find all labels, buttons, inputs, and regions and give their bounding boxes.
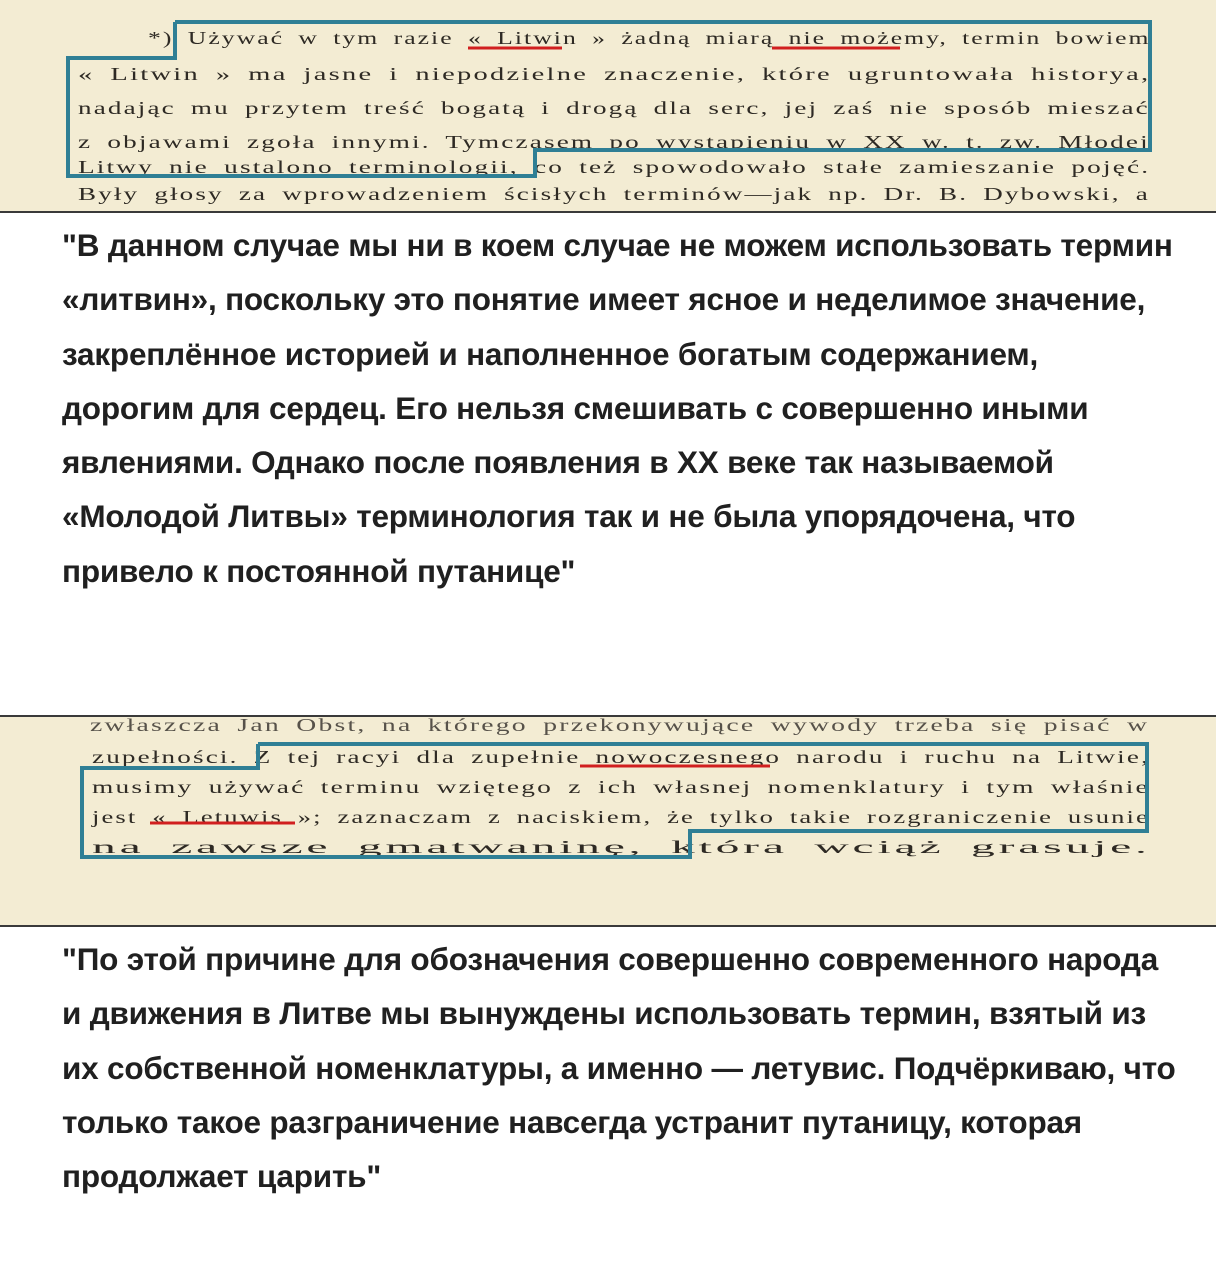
translation-1: "В данном случае мы ни в коем случае не можем использовать термин «литвин», поскольку это понятие имеет ясное и неделимое значение, закреплённое историей и наполненное богатым содержанием, дорогим для сердец. Его нельзя смешивать с совершенно иными явлениями. Однако после появления в XX веке так называемой «Молодой Литвы» терминология так и не была упорядочена, что привело к постоянной путанице" — [0, 218, 1216, 711]
highlight-overlay — [0, 717, 1216, 925]
scan-line: « Litwin » ma jasne i niepodzielne znaczenie, które ugruntowała historya, — [78, 64, 1151, 84]
scan-line: Litwy nie ustalono terminologii, co też spowodowało stałe zamieszanie pojęć. — [78, 157, 1151, 177]
scan-line: z objawami zgoła innymi. Tymczasem po wystąpieniu w XX w. t. zw. Młodej — [78, 132, 1150, 152]
divider — [0, 211, 1216, 213]
scan-line: zwłaszcza Jan Obst, na którego przekonywujące wywody trzeba się pisać w — [90, 717, 1150, 735]
scan-line: nadając mu przytem treść bogatą i drogą dla serc, jej zaś nie sposób mieszać — [78, 98, 1150, 118]
divider — [0, 925, 1216, 927]
scan-excerpt-1 — [0, 0, 1216, 211]
scan-line: *) Używać w tym razie « Litwin » żadną miarą nie możemy, termin bowiem — [148, 28, 1151, 48]
highlight-overlay — [0, 0, 1216, 211]
scan-line: Były głosy za wprowadzeniem ścisłych terminów—jak np. Dr. B. Dybowski, a — [78, 184, 1150, 204]
scan-line: na zawsze gmatwaninę, która wciąż grasuje. — [92, 837, 1151, 857]
translation-2: "По этой причине для обозначения совершенно современного народа и движения в Литве мы вынуждены использовать термин, взятый из их собственной номенклатуры, а именно — летувис. Подчёркиваю, что только такое разграничение навсегда устранит путаницу, которая продолжает царить" — [0, 932, 1216, 1280]
highlight-frame — [68, 22, 1150, 176]
highlight-frame — [82, 744, 1147, 857]
scan-excerpt-2 — [0, 717, 1216, 925]
scan-line: zupełności. Z tej racyi dla zupełnie nowoczesnego narodu i ruchu na Litwie, — [92, 747, 1151, 767]
scan-line: jest « Letuwis »; zaznaczam z naciskiem, że tylko takie rozgraniczenie usunie — [92, 807, 1150, 827]
scan-line: musimy używać terminu wziętego z ich własnej nomenklatury i tym właśnie — [92, 777, 1150, 797]
